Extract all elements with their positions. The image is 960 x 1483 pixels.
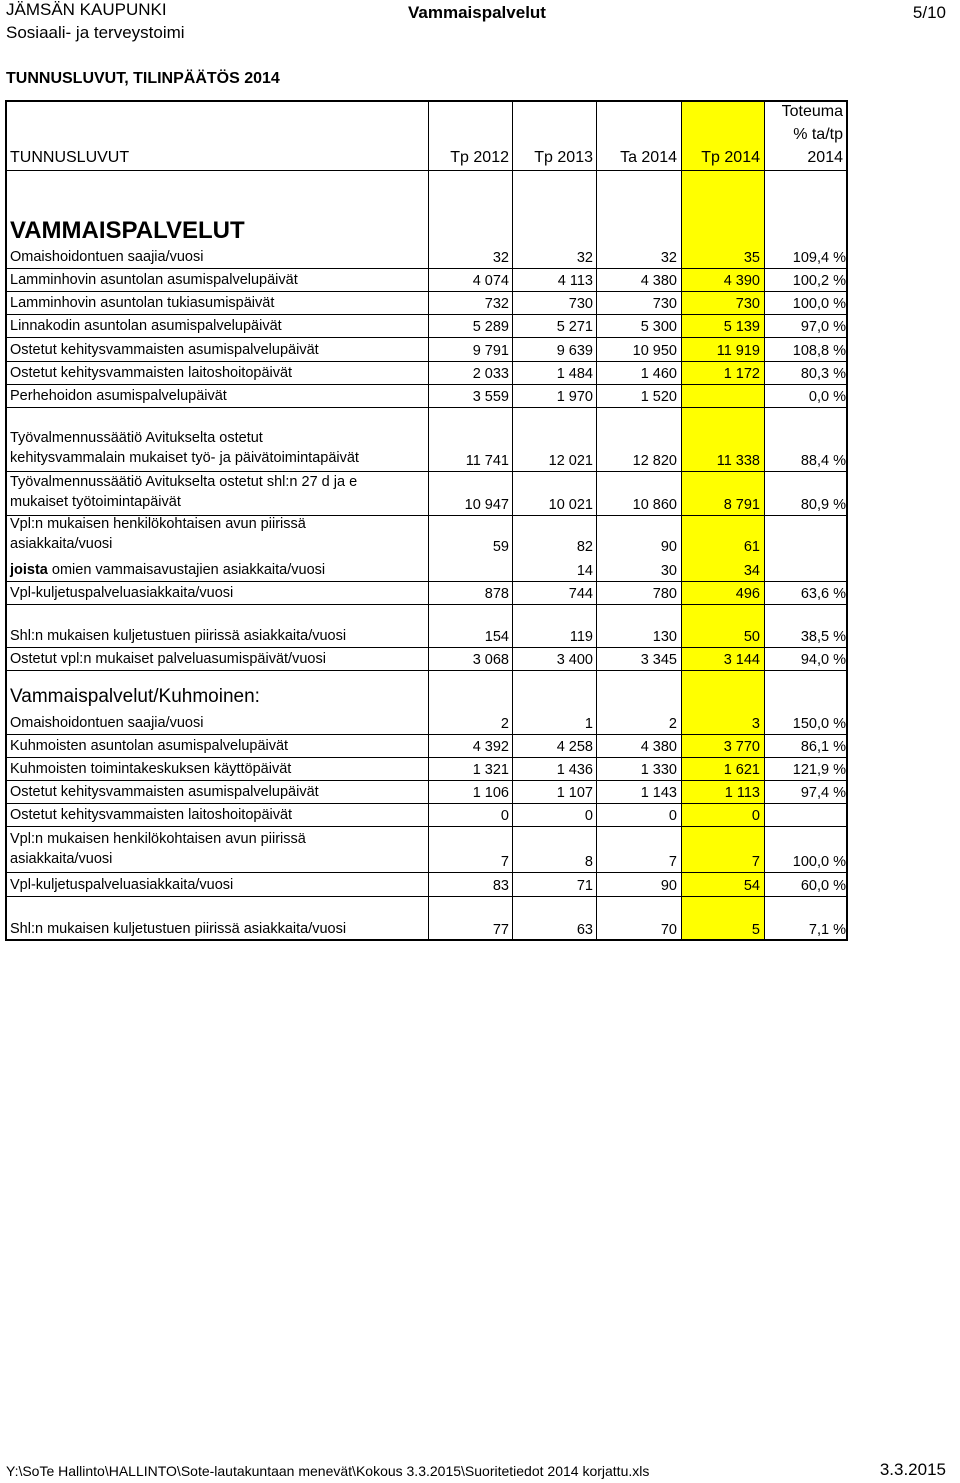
row-label <box>10 340 319 360</box>
value-tp2013: 71 <box>576 878 593 894</box>
value-tp2014: 3 770 <box>723 739 760 755</box>
row-label <box>10 782 319 802</box>
row-label-line1: Vpl-kuljetuspalveluasiakkaita/vuosi <box>10 877 234 893</box>
value-tp2012: 4 074 <box>472 273 509 289</box>
value-tp2012: 3 559 <box>472 389 509 405</box>
row-divider <box>7 604 846 605</box>
value-tp2013: 14 <box>576 563 593 579</box>
row-label-line1: Vpl-kuljetuspalveluasiakkaita/vuosi <box>10 585 234 601</box>
value-toteuma: 38,5 % <box>800 629 846 645</box>
value-toteuma: 109,4 % <box>792 250 846 266</box>
value-tp2014: 1 172 <box>723 366 760 382</box>
value-ta2014: 5 300 <box>640 319 677 335</box>
value-tp2012: 32 <box>492 250 509 266</box>
row-divider <box>7 826 846 827</box>
value-toteuma: 94,0 % <box>800 652 846 668</box>
column-header-tp2013: Tp 2013 <box>534 149 593 166</box>
row-divider <box>7 337 846 338</box>
row-divider <box>7 734 846 735</box>
row-label <box>10 805 292 825</box>
value-ta2014: 4 380 <box>640 739 677 755</box>
row-label <box>10 270 298 290</box>
row-label-line1: Ostetut kehitysvammaisten asumispalvelupäivät <box>10 784 319 800</box>
document-title: TUNNUSLUVUT, TILINPÄÄTÖS 2014 <box>6 70 280 87</box>
row-divider <box>7 407 846 408</box>
value-toteuma: 100,2 % <box>792 273 846 289</box>
row-divider <box>7 361 846 362</box>
value-tp2012: 2 <box>500 716 509 732</box>
value-tp2013: 744 <box>568 586 593 602</box>
value-tp2012: 878 <box>484 586 509 602</box>
row-label-line1: Shl:n mukaisen kuljetustuen piirissä asiakkaita/vuosi <box>10 628 347 644</box>
value-tp2014: 35 <box>743 250 760 266</box>
value-tp2014: 8 791 <box>723 497 760 513</box>
value-tp2014: 61 <box>743 539 760 555</box>
value-tp2012: 7 <box>500 854 509 870</box>
row-label <box>10 472 357 512</box>
value-toteuma: 100,0 % <box>792 296 846 312</box>
value-toteuma: 7,1 % <box>808 922 846 938</box>
row-divider <box>7 872 846 873</box>
value-ta2014: 30 <box>660 563 677 579</box>
row-divider <box>7 670 846 671</box>
row-label-line1: Vpl:n mukaisen henkilökohtaisen avun piirissä <box>10 516 306 532</box>
value-ta2014: 90 <box>660 539 677 555</box>
value-ta2014: 2 <box>668 716 677 732</box>
value-tp2013: 32 <box>576 250 593 266</box>
value-tp2012: 5 289 <box>472 319 509 335</box>
value-toteuma: 150,0 % <box>792 716 846 732</box>
row-divider <box>7 314 846 315</box>
row-label-line1: Ostetut kehitysvammaisten asumispalvelupäivät <box>10 342 319 358</box>
value-tp2014: 5 139 <box>723 319 760 335</box>
value-tp2013: 5 271 <box>556 319 593 335</box>
value-tp2014: 50 <box>743 629 760 645</box>
value-toteuma: 88,4 % <box>800 453 846 469</box>
value-toteuma: 63,6 % <box>800 586 846 602</box>
column-header-toteuma: Toteuma <box>781 103 843 120</box>
row-label <box>10 386 227 406</box>
value-tp2013: 8 <box>584 854 593 870</box>
row-label-line1: Työvalmennussäätiö Avitukselta ostetut <box>10 430 263 446</box>
value-tp2013: 3 400 <box>556 652 593 668</box>
value-ta2014: 10 950 <box>632 343 677 359</box>
value-tp2014: 1 621 <box>723 762 760 778</box>
value-ta2014: 780 <box>652 586 677 602</box>
value-tp2014: 4 390 <box>723 273 760 289</box>
value-tp2014: 496 <box>735 586 760 602</box>
row-divider <box>7 291 846 292</box>
row-label <box>10 919 346 939</box>
row-label <box>10 560 325 580</box>
value-toteuma: 80,3 % <box>800 366 846 382</box>
value-tp2013: 1 <box>584 716 593 732</box>
page-number: 5/10 <box>912 3 946 22</box>
section-title-kuhmoinen: Vammaispalvelut/Kuhmoinen: <box>10 686 260 707</box>
value-tp2012: 154 <box>484 629 509 645</box>
value-ta2014: 10 860 <box>632 497 677 513</box>
value-ta2014: 32 <box>660 250 677 266</box>
row-divider <box>7 268 846 269</box>
value-tp2014: 7 <box>751 854 760 870</box>
value-ta2014: 90 <box>660 878 677 894</box>
value-tp2014: 1 113 <box>724 785 760 801</box>
value-tp2013: 82 <box>576 539 593 555</box>
value-toteuma: 100,0 % <box>792 854 846 870</box>
row-divider <box>7 647 846 648</box>
row-divider <box>7 384 846 385</box>
value-tp2013: 4 258 <box>556 739 593 755</box>
value-tp2012: 4 392 <box>472 739 509 755</box>
row-label-line1: Linnakodin asuntolan asumispalvelupäivät <box>10 318 282 334</box>
value-tp2013: 1 484 <box>556 366 593 382</box>
row-label <box>10 428 359 468</box>
row-label-line1: Lamminhovin asuntolan tukiasumispäivät <box>10 295 275 311</box>
value-tp2012: 59 <box>492 539 509 555</box>
row-label <box>10 759 291 779</box>
value-toteuma: 97,4 % <box>800 785 846 801</box>
row-divider <box>7 757 846 758</box>
value-ta2014: 1 143 <box>640 785 677 801</box>
value-tp2014: 0 <box>751 808 760 824</box>
column-header-tp2012: Tp 2012 <box>450 149 509 166</box>
row-label-line1: Kuhmoisten toimintakeskuksen käyttöpäivät <box>10 761 292 777</box>
value-tp2013: 1 107 <box>556 785 593 801</box>
column-header-label: TUNNUSLUVUT <box>10 149 130 166</box>
row-label-line1: Kuhmoisten asuntolan asumispalvelupäivät <box>10 738 289 754</box>
value-tp2012: 11 741 <box>465 453 509 469</box>
value-tp2012: 2 033 <box>472 366 509 382</box>
row-label-line2: kehitysvammalain mukaiset työ- ja päivätoimintapäivät <box>10 450 359 466</box>
value-tp2014: 34 <box>743 563 760 579</box>
row-label <box>10 247 203 267</box>
row-label-line1: Lamminhovin asuntolan asumispalvelupäivät <box>10 272 298 288</box>
row-label-line2: asiakkaita/vuosi <box>10 851 113 867</box>
department-name: Sosiaali- ja terveystoimi <box>6 23 185 42</box>
value-tp2013: 4 113 <box>557 273 593 289</box>
value-toteuma: 80,9 % <box>800 497 846 513</box>
column-header-ta2014: Ta 2014 <box>620 149 677 166</box>
column-header-toteuma-line3: 2014 <box>807 149 843 166</box>
value-tp2012: 77 <box>492 922 509 938</box>
value-tp2012: 1 106 <box>472 785 509 801</box>
value-tp2012: 83 <box>492 878 509 894</box>
row-label <box>10 293 274 313</box>
value-toteuma: 60,0 % <box>800 878 846 894</box>
row-divider <box>7 896 846 897</box>
value-ta2014: 12 820 <box>632 453 677 469</box>
row-label-line1: Ostetut kehitysvammaisten laitoshoitopäivät <box>10 807 293 823</box>
value-tp2013: 10 021 <box>548 497 593 513</box>
value-ta2014: 70 <box>660 922 677 938</box>
value-tp2013: 12 021 <box>548 453 593 469</box>
row-label-line1: Shl:n mukaisen kuljetustuen piirissä asiakkaita/vuosi <box>10 921 347 937</box>
value-tp2013: 119 <box>569 629 593 645</box>
value-tp2012: 1 321 <box>472 762 509 778</box>
header-divider <box>7 170 846 171</box>
value-ta2014: 730 <box>652 296 677 312</box>
column-header-tp2014: Tp 2014 <box>701 149 760 166</box>
value-tp2014: 3 <box>751 716 760 732</box>
row-label-line1: Omaishoidontuen saajia/vuosi <box>10 715 204 731</box>
value-tp2013: 1 436 <box>556 762 593 778</box>
row-label <box>10 875 233 895</box>
row-label <box>10 649 326 669</box>
value-toteuma: 86,1 % <box>800 739 846 755</box>
value-tp2014: 730 <box>735 296 760 312</box>
value-toteuma: 108,8 % <box>792 343 846 359</box>
row-label-line1: Perhehoidon asumispalvelupäivät <box>10 388 227 404</box>
row-label-line1: Ostetut vpl:n mukaiset palveluasumispäivät/vuosi <box>10 651 326 667</box>
value-tp2013: 63 <box>576 922 593 938</box>
value-tp2014: 5 <box>751 922 760 938</box>
value-ta2014: 7 <box>668 854 677 870</box>
row-label-line1 <box>10 560 325 580</box>
header-title: Vammaispalvelut <box>408 3 546 22</box>
row-label <box>10 626 346 646</box>
row-label <box>10 583 233 603</box>
value-tp2014: 11 338 <box>716 453 760 469</box>
row-divider <box>7 803 846 804</box>
value-tp2012: 732 <box>484 296 509 312</box>
organization-name: JÄMSÄN KAUPUNKI <box>6 0 167 19</box>
row-label-emphasis: joista <box>10 562 48 578</box>
value-ta2014: 1 520 <box>640 389 677 405</box>
value-ta2014: 130 <box>652 629 677 645</box>
row-label-line1: Omaishoidontuen saajia/vuosi <box>10 249 204 265</box>
value-tp2014: 11 919 <box>716 343 760 359</box>
row-label <box>10 713 203 733</box>
value-tp2013: 0 <box>584 808 593 824</box>
row-label <box>10 736 288 756</box>
key-figures-table <box>5 100 848 941</box>
value-toteuma: 97,0 % <box>800 319 846 335</box>
value-ta2014: 1 460 <box>640 366 677 382</box>
value-ta2014: 3 345 <box>640 652 677 668</box>
row-label-rest: omien vammaisavustajien asiakkaita/vuosi <box>47 562 326 578</box>
value-tp2012: 3 068 <box>472 652 509 668</box>
row-label-line1: Vpl:n mukaisen henkilökohtaisen avun piirissä <box>10 831 306 847</box>
value-tp2012: 9 791 <box>472 343 509 359</box>
row-label <box>10 514 306 554</box>
row-divider <box>7 780 846 781</box>
footer-date: 3.3.2015 <box>879 1460 946 1479</box>
value-tp2014: 3 144 <box>723 652 760 668</box>
value-tp2012: 0 <box>500 808 509 824</box>
value-tp2013: 9 639 <box>556 343 593 359</box>
footer-file-path: Y:\SoTe Hallinto\HALLINTO\Sote-lautakuntaan menevät\Kokous 3.3.2015\Suoritetiedot 2014 korjattu.xls <box>6 1463 650 1479</box>
value-tp2012: 10 947 <box>464 497 509 513</box>
value-ta2014: 4 380 <box>640 273 677 289</box>
row-label-line1: Työvalmennussäätiö Avitukselta ostetut shl:n 27 d ja e <box>10 474 358 490</box>
row-divider <box>7 581 846 582</box>
row-label-line2: asiakkaita/vuosi <box>10 536 113 552</box>
grid-line <box>764 102 765 939</box>
value-tp2014: 54 <box>743 878 760 894</box>
row-label <box>10 829 306 869</box>
value-tp2013: 730 <box>568 296 593 312</box>
value-ta2014: 0 <box>668 808 677 824</box>
row-label <box>10 316 282 336</box>
value-toteuma: 121,9 % <box>792 762 846 778</box>
column-header-toteuma-line2: % ta/tp <box>793 126 843 143</box>
row-label-line2: mukaiset työtoimintapäivät <box>10 494 181 510</box>
value-ta2014: 1 330 <box>640 762 677 778</box>
value-toteuma: 0,0 % <box>808 389 846 405</box>
row-label-line1: Ostetut kehitysvammaisten laitoshoitopäivät <box>10 365 293 381</box>
section-title-vammaispalvelut: VAMMAISPALVELUT <box>10 217 245 244</box>
row-label <box>10 363 292 383</box>
value-tp2013: 1 970 <box>556 389 593 405</box>
